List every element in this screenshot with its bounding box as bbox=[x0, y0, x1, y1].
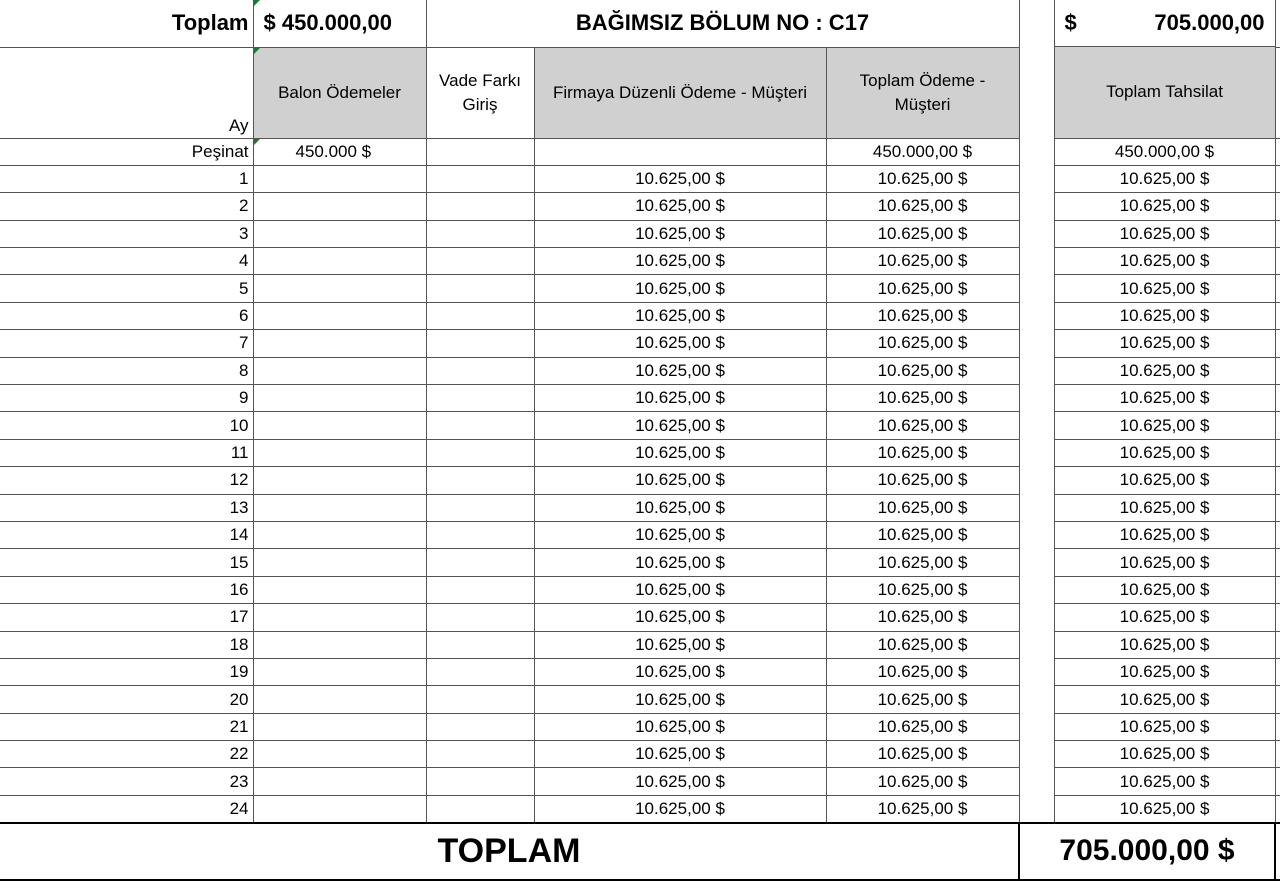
table-row bbox=[0, 686, 1280, 713]
cell-ay[interactable]: 24 bbox=[0, 795, 253, 822]
edge-cell bbox=[1275, 686, 1280, 713]
cell-toplam-odeme[interactable]: 10.625,00 $ bbox=[826, 165, 1019, 192]
cell-balon[interactable] bbox=[253, 631, 426, 658]
cell-tahsilat[interactable]: 10.625,00 $ bbox=[1054, 412, 1275, 439]
cell-toplam-odeme[interactable]: 10.625,00 $ bbox=[826, 521, 1019, 548]
cell-vade[interactable] bbox=[426, 604, 534, 631]
cell-ay[interactable]: 13 bbox=[0, 494, 253, 521]
cell-tahsilat[interactable]: 10.625,00 $ bbox=[1054, 385, 1275, 412]
header-ay[interactable]: Ay bbox=[0, 47, 253, 138]
table-row bbox=[0, 576, 1280, 603]
cell-tahsilat[interactable]: 10.625,00 $ bbox=[1054, 467, 1275, 494]
edge-cell bbox=[1275, 494, 1280, 521]
cell-vade[interactable] bbox=[426, 521, 534, 548]
cell-balon[interactable] bbox=[253, 248, 426, 275]
cell-balon[interactable] bbox=[253, 795, 426, 822]
cell-firma[interactable]: 10.625,00 $ bbox=[534, 467, 826, 494]
gap-cell[interactable] bbox=[1019, 193, 1054, 220]
balon-total-cell[interactable]: $ 450.000,00 bbox=[253, 0, 426, 47]
cell-toplam-odeme[interactable]: 10.625,00 $ bbox=[826, 467, 1019, 494]
cell-vade[interactable] bbox=[426, 741, 534, 768]
cell-toplam-odeme[interactable]: 10.625,00 $ bbox=[826, 412, 1019, 439]
cell-ay[interactable]: 21 bbox=[0, 713, 253, 740]
cell-vade[interactable] bbox=[426, 357, 534, 384]
cell-tahsilat[interactable]: 10.625,00 $ bbox=[1054, 713, 1275, 740]
cell-firma[interactable]: 10.625,00 $ bbox=[534, 604, 826, 631]
cell-balon[interactable] bbox=[253, 357, 426, 384]
cell-toplam-odeme[interactable]: 10.625,00 $ bbox=[826, 494, 1019, 521]
cell-balon[interactable] bbox=[253, 439, 426, 466]
edge-cell bbox=[1275, 576, 1280, 603]
cell-firma[interactable]: 10.625,00 $ bbox=[534, 248, 826, 275]
cell-vade[interactable] bbox=[426, 138, 534, 165]
table-row bbox=[0, 521, 1280, 548]
edge-cell bbox=[1275, 604, 1280, 631]
edge-cell bbox=[1275, 467, 1280, 494]
cell-balon[interactable] bbox=[253, 549, 426, 576]
cell-firma[interactable]: 10.625,00 $ bbox=[534, 439, 826, 466]
table-row bbox=[0, 631, 1280, 658]
cell-toplam-odeme[interactable]: 10.625,00 $ bbox=[826, 220, 1019, 247]
edge-cell bbox=[1275, 248, 1280, 275]
cell-ay[interactable]: 2 bbox=[0, 193, 253, 220]
cell-firma[interactable] bbox=[534, 138, 826, 165]
cell-ay[interactable]: 22 bbox=[0, 741, 253, 768]
total-value[interactable]: 705.000,00 $ bbox=[1019, 823, 1275, 880]
edge-cell bbox=[1275, 439, 1280, 466]
cell-balon[interactable] bbox=[253, 220, 426, 247]
cell-ay[interactable]: 16 bbox=[0, 576, 253, 603]
gap-cell[interactable] bbox=[1019, 741, 1054, 768]
cell-ay[interactable]: 18 bbox=[0, 631, 253, 658]
table-row bbox=[0, 248, 1280, 275]
cell-balon[interactable] bbox=[253, 302, 426, 329]
cell-toplam-odeme[interactable]: 10.625,00 $ bbox=[826, 275, 1019, 302]
edge-cell bbox=[1275, 521, 1280, 548]
gap-cell[interactable] bbox=[1019, 302, 1054, 329]
edge-cell bbox=[1275, 795, 1280, 822]
cell-vade[interactable] bbox=[426, 275, 534, 302]
cell-vade[interactable] bbox=[426, 220, 534, 247]
cell-ay[interactable]: 7 bbox=[0, 330, 253, 357]
cell-balon[interactable] bbox=[253, 686, 426, 713]
cell-tahsilat[interactable]: 10.625,00 $ bbox=[1054, 165, 1275, 192]
title-row bbox=[0, 0, 1280, 47]
edge-cell bbox=[1275, 138, 1280, 165]
cell-balon[interactable] bbox=[253, 768, 426, 795]
cell-tahsilat[interactable]: 10.625,00 $ bbox=[1054, 248, 1275, 275]
cell-tahsilat[interactable]: 10.625,00 $ bbox=[1054, 768, 1275, 795]
cell-balon[interactable] bbox=[253, 604, 426, 631]
cell-firma[interactable]: 10.625,00 $ bbox=[534, 412, 826, 439]
cell-ay[interactable]: 12 bbox=[0, 467, 253, 494]
cell-balon[interactable] bbox=[253, 165, 426, 192]
cell-vade[interactable] bbox=[426, 795, 534, 822]
table-row bbox=[0, 138, 1280, 165]
cell-toplam-odeme[interactable]: 10.625,00 $ bbox=[826, 549, 1019, 576]
gap-cell[interactable] bbox=[1019, 357, 1054, 384]
cell-ay[interactable]: 6 bbox=[0, 302, 253, 329]
header-tahsilat[interactable]: Toplam Tahsilat bbox=[1054, 47, 1275, 138]
edge-cell bbox=[1275, 768, 1280, 795]
gap-cell[interactable] bbox=[1019, 138, 1054, 165]
cell-tahsilat[interactable]: 10.625,00 $ bbox=[1054, 193, 1275, 220]
cell-ay[interactable]: 20 bbox=[0, 686, 253, 713]
cell-firma[interactable]: 10.625,00 $ bbox=[534, 631, 826, 658]
cell-toplam-odeme[interactable]: 10.625,00 $ bbox=[826, 713, 1019, 740]
edge-cell bbox=[1275, 631, 1280, 658]
gap-cell[interactable] bbox=[1019, 0, 1054, 47]
cell-vade[interactable] bbox=[426, 494, 534, 521]
cell-balon[interactable] bbox=[253, 658, 426, 685]
cell-tahsilat[interactable]: 10.625,00 $ bbox=[1054, 795, 1275, 822]
cell-vade[interactable] bbox=[426, 467, 534, 494]
cell-firma[interactable]: 10.625,00 $ bbox=[534, 549, 826, 576]
gap-cell[interactable] bbox=[1019, 604, 1054, 631]
cell-toplam-odeme[interactable]: 10.625,00 $ bbox=[826, 302, 1019, 329]
cell-firma[interactable]: 10.625,00 $ bbox=[534, 713, 826, 740]
table-row bbox=[0, 385, 1280, 412]
gap-cell[interactable] bbox=[1019, 467, 1054, 494]
cell-ay[interactable]: 9 bbox=[0, 385, 253, 412]
currency-symbol: $ bbox=[1064, 10, 1077, 35]
cell-firma[interactable]: 10.625,00 $ bbox=[534, 741, 826, 768]
edge-cell bbox=[1275, 165, 1280, 192]
cell-balon[interactable]: 450.000 $ bbox=[253, 138, 426, 165]
cell-vade[interactable] bbox=[426, 412, 534, 439]
cell-toplam-odeme[interactable]: 10.625,00 $ bbox=[826, 604, 1019, 631]
cell-ay[interactable]: 17 bbox=[0, 604, 253, 631]
cell-tahsilat[interactable]: 10.625,00 $ bbox=[1054, 275, 1275, 302]
cell-vade[interactable] bbox=[426, 439, 534, 466]
gap-cell[interactable] bbox=[1019, 439, 1054, 466]
gap-cell[interactable] bbox=[1019, 248, 1054, 275]
edge-cell bbox=[1275, 275, 1280, 302]
cell-balon[interactable] bbox=[253, 576, 426, 603]
cell-toplam-odeme[interactable]: 10.625,00 $ bbox=[826, 330, 1019, 357]
cell-firma[interactable]: 10.625,00 $ bbox=[534, 494, 826, 521]
cell-tahsilat[interactable]: 10.625,00 $ bbox=[1054, 741, 1275, 768]
table-row bbox=[0, 494, 1280, 521]
cell-ay[interactable]: 15 bbox=[0, 549, 253, 576]
cell-balon[interactable] bbox=[253, 494, 426, 521]
cell-tahsilat[interactable]: 10.625,00 $ bbox=[1054, 330, 1275, 357]
cell-ay[interactable]: 3 bbox=[0, 220, 253, 247]
cell-ay[interactable]: 1 bbox=[0, 165, 253, 192]
table-row bbox=[0, 549, 1280, 576]
cell-balon[interactable] bbox=[253, 330, 426, 357]
total-label[interactable]: TOPLAM bbox=[0, 823, 1019, 880]
gap-cell[interactable] bbox=[1019, 631, 1054, 658]
cell-firma[interactable]: 10.625,00 $ bbox=[534, 576, 826, 603]
cell-tahsilat[interactable]: 10.625,00 $ bbox=[1054, 439, 1275, 466]
table-row bbox=[0, 357, 1280, 384]
column-header-row bbox=[0, 47, 1280, 138]
cell-tahsilat[interactable]: 450.000,00 $ bbox=[1054, 138, 1275, 165]
cell-toplam-odeme[interactable]: 10.625,00 $ bbox=[826, 385, 1019, 412]
edge-cell bbox=[1275, 741, 1280, 768]
header-vade[interactable]: Vade Farkı Giriş bbox=[426, 47, 534, 138]
table-row bbox=[0, 713, 1280, 740]
cell-firma[interactable]: 10.625,00 $ bbox=[534, 193, 826, 220]
edge-cell bbox=[1275, 713, 1280, 740]
table-row bbox=[0, 741, 1280, 768]
cell-toplam-odeme[interactable]: 10.625,00 $ bbox=[826, 248, 1019, 275]
table-row bbox=[0, 220, 1280, 247]
gap-cell[interactable] bbox=[1019, 412, 1054, 439]
cell-tahsilat[interactable]: 10.625,00 $ bbox=[1054, 357, 1275, 384]
cell-tahsilat[interactable]: 10.625,00 $ bbox=[1054, 658, 1275, 685]
cell-vade[interactable] bbox=[426, 165, 534, 192]
cell-vade[interactable] bbox=[426, 713, 534, 740]
table-row bbox=[0, 604, 1280, 631]
edge-cell bbox=[1275, 47, 1280, 138]
cell-balon[interactable] bbox=[253, 741, 426, 768]
tahsilat-total-value: 705.000,00 bbox=[1154, 10, 1265, 35]
gap-cell[interactable] bbox=[1019, 494, 1054, 521]
table-row bbox=[0, 439, 1280, 466]
table-row bbox=[0, 412, 1280, 439]
cell-balon[interactable] bbox=[253, 713, 426, 740]
table-row bbox=[0, 658, 1280, 685]
cell-vade[interactable] bbox=[426, 658, 534, 685]
cell-vade[interactable] bbox=[426, 631, 534, 658]
cell-balon[interactable] bbox=[253, 412, 426, 439]
gap-cell[interactable] bbox=[1019, 47, 1054, 138]
cell-toplam-odeme[interactable]: 10.625,00 $ bbox=[826, 795, 1019, 822]
gap-cell[interactable] bbox=[1019, 768, 1054, 795]
gap-cell[interactable] bbox=[1019, 165, 1054, 192]
edge-cell bbox=[1275, 0, 1280, 47]
gap-cell[interactable] bbox=[1019, 658, 1054, 685]
cell-ay[interactable]: 14 bbox=[0, 521, 253, 548]
cell-tahsilat[interactable]: 10.625,00 $ bbox=[1054, 494, 1275, 521]
edge-cell bbox=[1275, 193, 1280, 220]
tahsilat-total-cell[interactable] bbox=[1055, 0, 1275, 47]
cell-toplam-odeme[interactable]: 450.000,00 $ bbox=[826, 138, 1019, 165]
cell-firma[interactable]: 10.625,00 $ bbox=[534, 686, 826, 713]
edge-cell bbox=[1275, 412, 1280, 439]
cell-firma[interactable]: 10.625,00 $ bbox=[534, 795, 826, 822]
cell-tahsilat[interactable]: 10.625,00 $ bbox=[1054, 631, 1275, 658]
cell-firma[interactable]: 10.625,00 $ bbox=[534, 385, 826, 412]
cell-toplam-odeme[interactable]: 10.625,00 $ bbox=[826, 658, 1019, 685]
cell-vade[interactable] bbox=[426, 193, 534, 220]
gap-cell[interactable] bbox=[1019, 576, 1054, 603]
cell-tahsilat[interactable]: 10.625,00 $ bbox=[1054, 521, 1275, 548]
cell-firma[interactable]: 10.625,00 $ bbox=[534, 275, 826, 302]
cell-tahsilat[interactable]: 10.625,00 $ bbox=[1054, 576, 1275, 603]
cell-toplam-odeme[interactable]: 10.625,00 $ bbox=[826, 193, 1019, 220]
edge-cell bbox=[1275, 220, 1280, 247]
cell-toplam-odeme[interactable]: 10.625,00 $ bbox=[826, 768, 1019, 795]
cell-vade[interactable] bbox=[426, 686, 534, 713]
cell-ay[interactable]: 23 bbox=[0, 768, 253, 795]
cell-vade[interactable] bbox=[426, 549, 534, 576]
cell-tahsilat[interactable]: 10.625,00 $ bbox=[1054, 220, 1275, 247]
section-title-cell[interactable]: BAĞIMSIZ BÖLUM NO : C17 bbox=[426, 0, 1019, 47]
gap-cell[interactable] bbox=[1019, 549, 1054, 576]
cell-toplam-odeme[interactable]: 10.625,00 $ bbox=[826, 357, 1019, 384]
cell-vade[interactable] bbox=[426, 385, 534, 412]
cell-vade[interactable] bbox=[426, 248, 534, 275]
gap-cell[interactable] bbox=[1019, 521, 1054, 548]
cell-balon[interactable] bbox=[253, 275, 426, 302]
cell-ay[interactable]: Peşinat bbox=[0, 138, 253, 165]
cell-firma[interactable]: 10.625,00 $ bbox=[534, 165, 826, 192]
cell-ay[interactable]: 8 bbox=[0, 357, 253, 384]
cell-vade[interactable] bbox=[426, 330, 534, 357]
cell-ay[interactable]: 11 bbox=[0, 439, 253, 466]
cell-firma[interactable]: 10.625,00 $ bbox=[534, 357, 826, 384]
cell-vade[interactable] bbox=[426, 302, 534, 329]
edge-cell bbox=[1275, 658, 1280, 685]
edge-cell bbox=[1275, 549, 1280, 576]
cell-balon[interactable] bbox=[253, 385, 426, 412]
edge-cell bbox=[1275, 357, 1280, 384]
gap-cell[interactable] bbox=[1019, 330, 1054, 357]
cell-tahsilat[interactable]: 10.625,00 $ bbox=[1054, 549, 1275, 576]
cell-tahsilat[interactable]: 10.625,00 $ bbox=[1054, 686, 1275, 713]
gap-cell[interactable] bbox=[1019, 713, 1054, 740]
cell-toplam-odeme[interactable]: 10.625,00 $ bbox=[826, 439, 1019, 466]
header-balon[interactable]: Balon Ödemeler bbox=[253, 47, 426, 138]
cell-balon[interactable] bbox=[253, 193, 426, 220]
table-row bbox=[0, 467, 1280, 494]
cell-balon[interactable] bbox=[253, 521, 426, 548]
cell-toplam-odeme[interactable]: 10.625,00 $ bbox=[826, 631, 1019, 658]
cell-vade[interactable] bbox=[426, 768, 534, 795]
header-toplam-odeme[interactable]: Toplam Ödeme - Müşteri bbox=[826, 47, 1019, 138]
edge-cell bbox=[1275, 302, 1280, 329]
cell-firma[interactable]: 10.625,00 $ bbox=[534, 521, 826, 548]
cell-ay[interactable]: 10 bbox=[0, 412, 253, 439]
edge-cell bbox=[1275, 823, 1280, 880]
cell-firma[interactable]: 10.625,00 $ bbox=[534, 768, 826, 795]
cell-firma[interactable]: 10.625,00 $ bbox=[534, 220, 826, 247]
cell-balon[interactable] bbox=[253, 467, 426, 494]
cell-vade[interactable] bbox=[426, 576, 534, 603]
edge-cell bbox=[1275, 385, 1280, 412]
gap-cell[interactable] bbox=[1019, 795, 1054, 822]
cell-tahsilat[interactable]: 10.625,00 $ bbox=[1054, 302, 1275, 329]
gap-cell[interactable] bbox=[1019, 220, 1054, 247]
gap-cell[interactable] bbox=[1019, 385, 1054, 412]
table-row bbox=[0, 193, 1280, 220]
table-row bbox=[0, 275, 1280, 302]
gap-cell[interactable] bbox=[1019, 686, 1054, 713]
cell-ay[interactable]: 4 bbox=[0, 248, 253, 275]
table-row bbox=[0, 768, 1280, 795]
table-row bbox=[0, 795, 1280, 822]
cell-firma[interactable]: 10.625,00 $ bbox=[534, 330, 826, 357]
cell-tahsilat[interactable]: 10.625,00 $ bbox=[1054, 604, 1275, 631]
cell-toplam-odeme[interactable]: 10.625,00 $ bbox=[826, 576, 1019, 603]
total-row bbox=[0, 823, 1280, 880]
toplam-label-cell[interactable]: Toplam bbox=[0, 0, 253, 47]
header-firma[interactable]: Firmaya Düzenli Ödeme - Müşteri bbox=[534, 47, 826, 138]
cell-ay[interactable]: 19 bbox=[0, 658, 253, 685]
edge-cell bbox=[1275, 330, 1280, 357]
table-row bbox=[0, 165, 1280, 192]
gap-cell[interactable] bbox=[1019, 275, 1054, 302]
cell-toplam-odeme[interactable]: 10.625,00 $ bbox=[826, 741, 1019, 768]
cell-firma[interactable]: 10.625,00 $ bbox=[534, 658, 826, 685]
cell-toplam-odeme[interactable]: 10.625,00 $ bbox=[826, 686, 1019, 713]
table-row bbox=[0, 302, 1280, 329]
table-row bbox=[0, 330, 1280, 357]
cell-firma[interactable]: 10.625,00 $ bbox=[534, 302, 826, 329]
cell-ay[interactable]: 5 bbox=[0, 275, 253, 302]
